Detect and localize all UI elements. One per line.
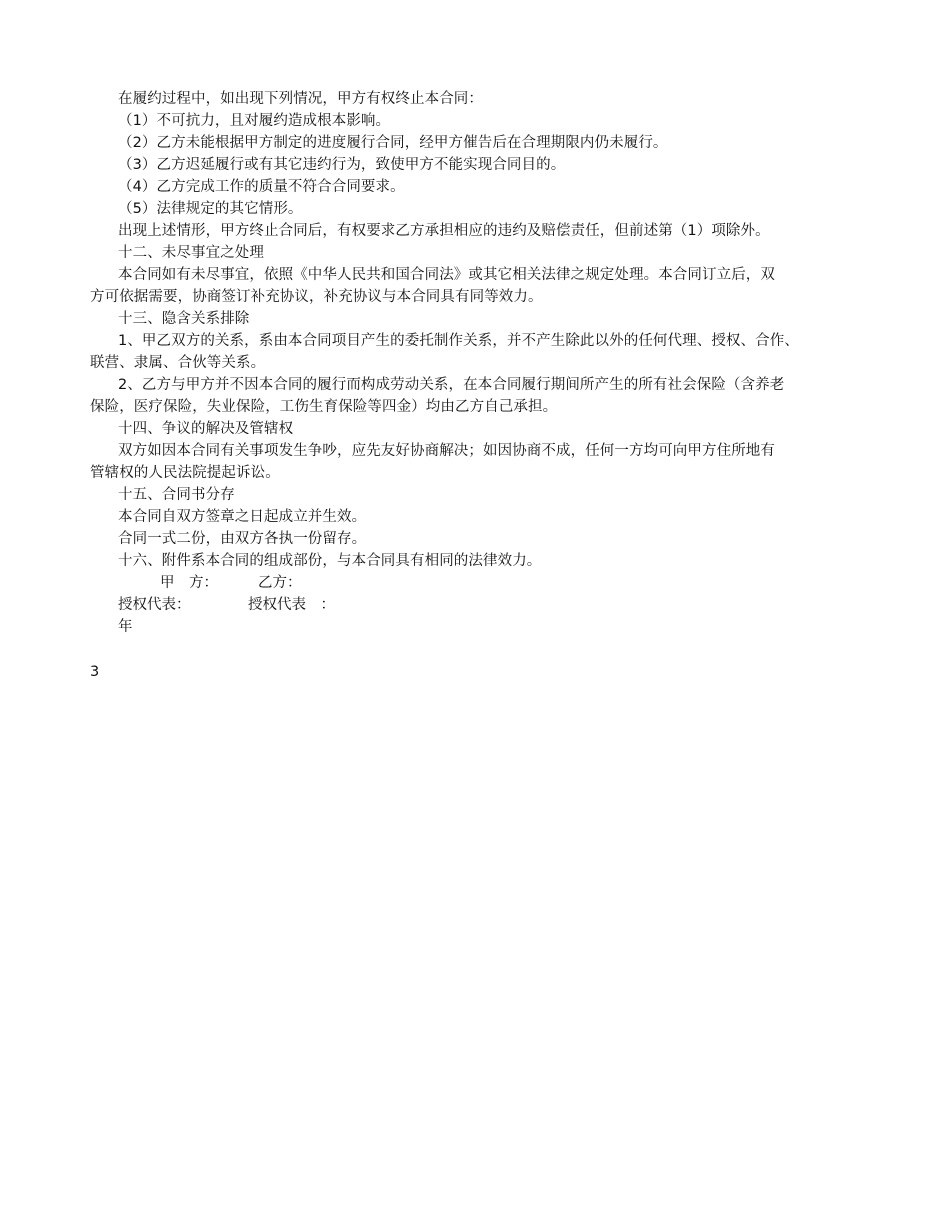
list-item: （5）法律规定的其它情形。 <box>118 201 303 217</box>
list-item: （2）乙方未能根据甲方制定的进度履行合同，经甲方催告后在合理期限内仍未履行。 <box>118 135 668 151</box>
signature-rep-row <box>90 594 880 616</box>
section-heading: 十五、合同书分存 <box>118 487 235 503</box>
section-heading: 十三、隐含关系排除 <box>118 311 250 327</box>
party-b-label: 乙方： <box>258 575 302 591</box>
paragraph-line: 1、甲乙双方的关系，系由本合同项目产生的委托制作关系，并不产生除此以外的任何代理、授权、合作、 <box>118 333 799 349</box>
page-number: 3 <box>90 664 100 680</box>
list-item: （1）不可抗力，且对履约造成根本影响。 <box>118 113 391 129</box>
year-label: 年 <box>118 619 133 635</box>
paragraph-line: 联营、隶属、合伙等关系。 <box>90 355 266 371</box>
section-heading: 十四、争议的解决及管辖权 <box>118 421 294 437</box>
paragraph-line: 管辖权的人民法院提起诉讼。 <box>90 465 280 481</box>
paragraph-line: 2、乙方与甲方并不因本合同的履行而构成劳动关系，在本合同履行期间所产生的所有社会保险（含养老 <box>118 377 785 393</box>
paragraph-line: 在履约过程中，如出现下列情况，甲方有权终止本合同： <box>118 91 483 107</box>
paragraph-line: 本合同如有未尽事宜，依照《中华人民共和国合同法》或其它相关法律之规定处理。本合同订立后，双 <box>118 267 775 283</box>
list-item: （3）乙方迟延履行或有其它违约行为，致使甲方不能实现合同目的。 <box>118 157 566 173</box>
signature-date-row <box>90 616 880 638</box>
section-heading: 十二、未尽事宜之处理 <box>118 245 264 261</box>
section-heading: 十六、附件系本合同的组成部份，与本合同具有相同的法律效力。 <box>118 553 542 569</box>
paragraph-line: 本合同自双方签章之日起成立并生效。 <box>118 509 367 525</box>
party-a-label: 甲 方： <box>160 575 218 591</box>
rep-a-label: 授权代表： <box>118 597 191 613</box>
list-item: （4）乙方完成工作的质量不符合合同要求。 <box>118 179 405 195</box>
paragraph-line: 双方如因本合同有关事项发生争吵，应先友好协商解决；如因协商不成，任何一方均可向甲方住所地有 <box>118 443 775 459</box>
rep-b-label: 授权代表 ： <box>248 597 335 613</box>
paragraph-line: 合同一式二份，由双方各执一份留存。 <box>118 531 367 547</box>
signature-parties-row <box>90 572 880 594</box>
paragraph-line: 出现上述情形，甲方终止合同后，有权要求乙方承担相应的违约及赔偿责任，但前述第（1）项除外。 <box>118 223 770 239</box>
document-body <box>90 88 880 638</box>
paragraph-line: 保险，医疗保险，失业保险，工伤生育保险等四金）均由乙方自己承担。 <box>90 399 558 415</box>
paragraph-line: 方可依据需要，协商签订补充协议，补充协议与本合同具有同等效力。 <box>90 289 543 305</box>
